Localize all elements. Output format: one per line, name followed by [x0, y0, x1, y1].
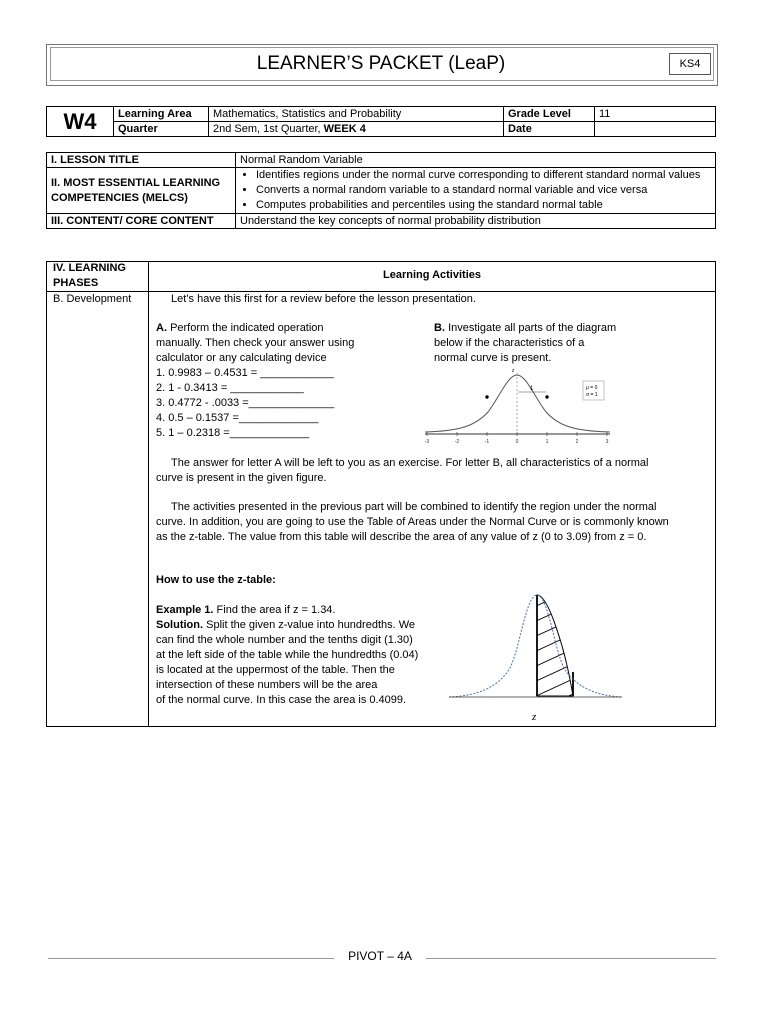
column-divider — [148, 261, 149, 726]
problem-item: 1. 0.9983 – 0.4531 = ____________ — [156, 367, 334, 379]
normal-curve — [449, 595, 622, 697]
week-label: W4 — [47, 107, 114, 137]
legend-mu: μ = 0 — [586, 385, 598, 391]
part-b: B. Investigate all parts of the diagram below if the characteristics of a normal curve is present. — [434, 322, 617, 364]
howto-heading: How to use the z-table: — [156, 574, 276, 586]
tick-label: -2 — [454, 439, 460, 445]
problem-item: 2. 1 - 0.3413 = ____________ — [156, 382, 304, 394]
learning-area-value: Mathematics, Statistics and Probability — [209, 107, 504, 122]
learning-area-label: Learning Area — [114, 107, 209, 122]
normal-curve — [425, 375, 610, 432]
paragraph-answer: The answer for letter A will be left to you as an exercise. For letter B, all characteristics of a normal curve is present in the given figure. — [156, 457, 649, 484]
example-1: Example 1. Find the area if z = 1.34. Solution. Split the given z-value into hundredths. We can find the whole number and the tenths digit (1.30) at the left side of the table while the hundredths (0.04) is located at the uppermost of the table. Then the intersection of these numbers will be the area of the normal curve. In this case the area is 0.4099. — [156, 604, 419, 706]
footer-text: PIVOT – 4A — [348, 949, 412, 963]
problem-item: 4. 0.5 – 0.1537 =_____________ — [156, 412, 319, 424]
shaded-normal-curve-figure — [446, 588, 624, 722]
footer-rule-right — [426, 958, 716, 959]
melc-item: • Converts a normal random variable to a standard normal variable and vice versa — [256, 183, 711, 198]
tick-label: 0 — [515, 439, 519, 445]
axis-label-z: z — [512, 368, 515, 374]
learning-activities-heading: Learning Activities — [382, 269, 481, 281]
grade-level-label: Grade Level — [504, 107, 595, 122]
content-value: Understand the key concepts of normal probability distribution — [236, 214, 716, 229]
melcs-list — [236, 168, 716, 214]
problem-item: 3. 0.4772 - .0033 =______________ — [156, 397, 335, 409]
date-label: Date — [504, 122, 595, 137]
melc-item: • Computes probabilities and percentiles using the standard normal table — [256, 198, 711, 213]
grade-level-value: 11 — [595, 107, 716, 122]
paragraph-activities: The activities presented in the previous part will be combined to identify the region under the normal curve. In addition, you are going to use the Table of Areas under the Normal Curve or is commonly known as the z-table. The value from this table will describe the area of any value of z (0 to 3.09) from z = 0. — [156, 501, 669, 543]
lesson-title-value: Normal Random Variable — [236, 153, 716, 168]
quarter-label: Quarter — [114, 122, 209, 137]
tick-label: -3 — [424, 439, 430, 445]
quarter-value: 2nd Sem, 1st Quarter, WEEK 4 — [209, 122, 504, 137]
content-label: III. CONTENT/ CORE CONTENT — [47, 214, 236, 229]
part-a: A. Perform the indicated operation manually. Then check your answer using calculator or any calculating device 1. 0.9983 – 0.4531 = ____________ 2. 1 - 0.3413 = ____________ 3. 0.4772 - .0033 =______________ 4. 0.5 – 0.1537 =_____________ 5. 1 – 0.2318 =_____________ — [156, 321, 426, 441]
footer-rule-left — [48, 958, 334, 959]
learning-phases-label: IV. LEARNING PHASES — [53, 262, 126, 289]
page-title: LEARNER’S PACKET (LeaP) — [256, 53, 506, 74]
tick-label: 3 — [605, 439, 609, 445]
phase-development: B. Development — [53, 293, 132, 305]
lesson-title-label: I. LESSON TITLE — [47, 153, 236, 168]
info-table — [46, 106, 716, 137]
inflection-point — [545, 395, 548, 398]
inflection-point — [485, 395, 488, 398]
legend-sigma: σ = 1 — [586, 392, 598, 398]
sigma-marker: 1 — [530, 386, 534, 392]
melcs-label: II. MOST ESSENTIAL LEARNING COMPETENCIES (MELCS) — [47, 168, 236, 214]
axis-label-z: z — [532, 711, 537, 722]
tick-label: 2 — [575, 439, 579, 445]
tick-label: 1 — [545, 439, 549, 445]
problem-item: 5. 1 – 0.2318 =_____________ — [156, 427, 310, 439]
intro-text: Let’s have this first for a review before the lesson presentation. — [171, 293, 476, 305]
hatched-region — [521, 588, 586, 718]
shaded-area-outline — [537, 595, 573, 696]
normal-curve-figure — [420, 364, 620, 448]
melc-item: • Identifies regions under the normal curve corresponding to different standard normal values — [256, 168, 711, 183]
date-value — [595, 122, 716, 137]
tick-label: -1 — [484, 439, 490, 445]
lesson-table — [46, 152, 716, 229]
ks4-code-box: KS4 — [669, 53, 711, 75]
